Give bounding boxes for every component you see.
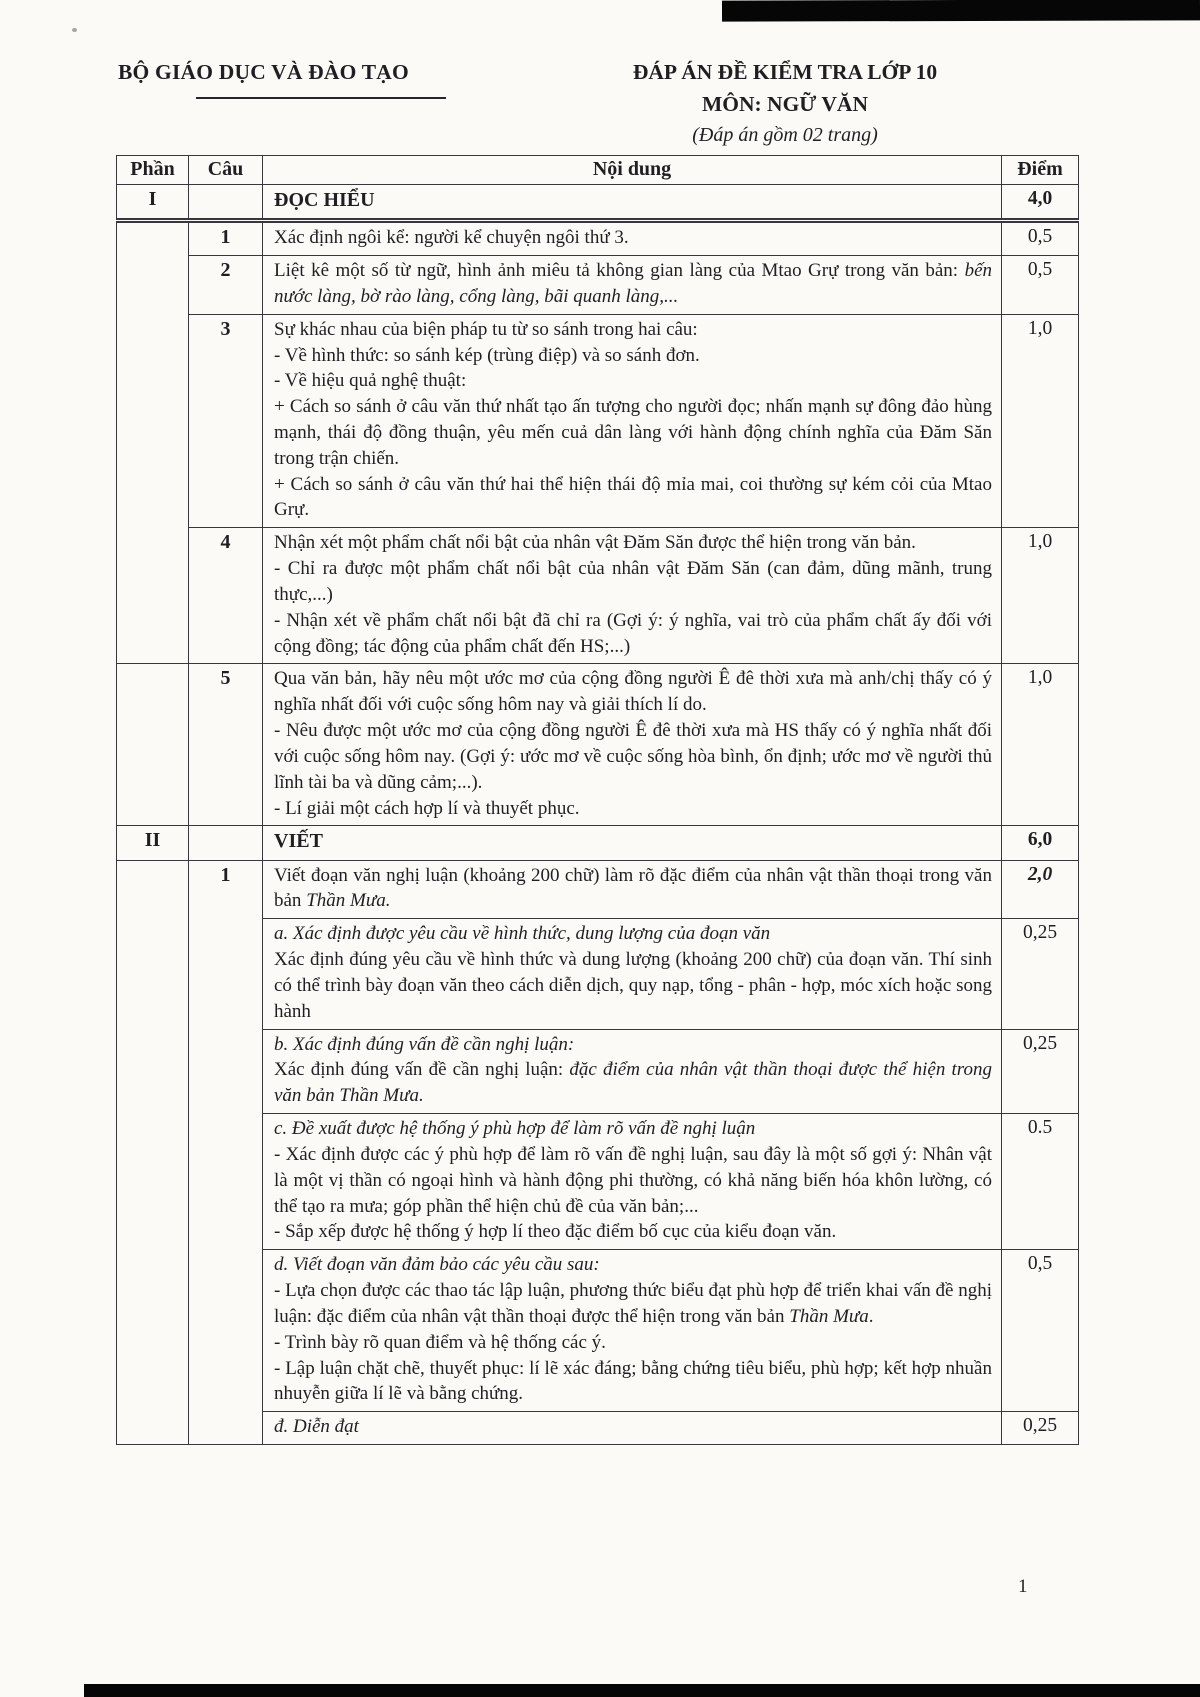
content-cell: [263, 664, 1002, 826]
cau-cell: [189, 826, 263, 860]
content-paragraph: [274, 796, 992, 822]
table-row: [117, 256, 1079, 315]
column-header-cau: Câu: [189, 156, 263, 185]
content-paragraph: [274, 1252, 992, 1278]
column-header-diem: Điểm: [1002, 156, 1079, 185]
phan-cell: II: [117, 826, 189, 860]
score-cell: 0,25: [1002, 1412, 1079, 1445]
text-segment: c. Đề xuất được hệ thống ý phù hợp để làm rõ vấn đề nghị luận: [274, 1118, 756, 1140]
score-cell: 1,0: [1002, 528, 1079, 664]
table-header-row: [117, 156, 1079, 185]
content-paragraph: [274, 1219, 992, 1245]
text-segment: Liệt kê một số từ ngữ, hình ảnh miêu tả không gian làng của Mtao Grự trong văn bản:: [274, 260, 965, 282]
text-segment: bến nước làng, bờ rào làng, cổng làng, bãi quanh làng,...: [274, 260, 992, 307]
text-segment: Xác định đúng vấn đề cần nghị luận:: [274, 1059, 570, 1081]
phan-cell: [117, 860, 189, 1444]
document-subject: MÔN: NGỮ VĂN: [701, 92, 868, 116]
text-segment: - Lập luận chặt chẽ, thuyết phục: lí lẽ xác đáng; bằng chứng tiêu biểu, phù hợp; kết hợp nhuần nhuyễn giữa lí lẽ và bằng chứng.: [274, 1357, 992, 1405]
page-number: 1: [1018, 1576, 1028, 1597]
column-header-noidung: Nội dung: [263, 156, 1002, 185]
text-segment: Thần Mưa.: [306, 890, 391, 912]
table-row: [117, 528, 1079, 664]
table-row: [117, 664, 1079, 826]
text-segment: - Về hiệu quả nghệ thuật:: [274, 370, 467, 392]
phan-cell: I: [117, 185, 189, 221]
content-paragraph: [274, 1278, 992, 1330]
content-paragraph: [274, 921, 992, 947]
text-segment: - Nhận xét về phẩm chất nổi bật đã chỉ ra (Gợi ý: ý nghĩa, vai trò của phẩm chất ấy đối với cộng đồng; tác động của phẩm chất đến HS;...): [274, 609, 992, 657]
cau-cell: 3: [189, 314, 263, 528]
scan-artifact-top-bar: [722, 0, 1200, 22]
text-segment: Xác định đúng yêu cầu về hình thức và dung lượng (khoảng 200 chữ) của đoạn văn. Thí sinh có thể trình bày đoạn văn theo cách diễn dịch, quy nạp, tổng - phân - hợp, móc xích hoặc song hành: [274, 949, 992, 1022]
score-cell: 0,5: [1002, 221, 1079, 256]
table-row: [117, 185, 1079, 221]
content-paragraph: [274, 1032, 992, 1058]
text-segment: - Xác định được các ý phù hợp để làm rõ vấn đề nghị luận, sau đây là một số gợi ý: Nhân vật là một vị thần có ngoại hình và hành động phi thường, có khả năng biến hóa khôn lường, có thể tạo ra mưa; góp phần thể hiện chủ đề của văn bản;...: [274, 1143, 992, 1217]
score-cell: 0,25: [1002, 1029, 1079, 1113]
text-segment: Xác định ngôi kể: người kể chuyện ngôi thứ 3.: [274, 227, 629, 249]
phan-cell: [117, 221, 189, 664]
content-cell: [263, 314, 1002, 528]
text-segment: - Lựa chọn được các thao tác lập luận, phương thức biểu đạt phù hợp để triển khai vấn đề nghị luận: đặc điểm của nhân vật thần thoại được thể hiện trong văn bản: [274, 1280, 992, 1327]
phan-cell: [117, 664, 189, 826]
content-paragraph: [274, 608, 992, 660]
content-paragraph: [274, 1330, 992, 1356]
text-segment: - Sắp xếp được hệ thống ý hợp lí theo đặc điểm bố cục của kiểu đoạn văn.: [274, 1221, 837, 1243]
text-segment: + Cách so sánh ở câu văn thứ hai thể hiện thái độ mỉa mai, coi thường sự kém cỏi của Mtao Grự.: [274, 473, 992, 521]
content-cell: [263, 1114, 1002, 1250]
content-cell: [263, 919, 1002, 1029]
answer-key-table-wrapper: [116, 155, 1078, 1445]
content-paragraph: [274, 258, 992, 310]
score-cell: 1,0: [1002, 664, 1079, 826]
text-segment: - Về hình thức: so sánh kép (trùng điệp) và so sánh đơn.: [274, 344, 700, 366]
text-segment: đ. Diễn đạt: [274, 1416, 359, 1438]
text-segment: b. Xác định đúng vấn đề cần nghị luận:: [274, 1033, 575, 1055]
content-paragraph: [274, 718, 992, 795]
content-paragraph: [274, 666, 992, 718]
content-paragraph: [274, 1057, 992, 1109]
content-paragraph: [274, 187, 992, 214]
text-segment: Qua văn bản, hãy nêu một ước mơ của cộng đồng người Ê đê thời xưa mà anh/chị thấy có ý nghĩa nhất đối với cuộc sống hôm nay và giải thích lí do.: [274, 668, 992, 716]
score-cell: 4,0: [1002, 185, 1079, 221]
text-segment: a. Xác định được yêu cầu về hình thức, dung lượng của đoạn văn: [274, 923, 771, 945]
score-cell: 0.5: [1002, 1114, 1079, 1250]
column-header-phan: Phần: [117, 156, 189, 185]
content-paragraph: [274, 225, 992, 251]
content-paragraph: [274, 1356, 992, 1408]
content-cell: [263, 1412, 1002, 1445]
score-cell: 0,5: [1002, 1250, 1079, 1412]
content-cell: [263, 860, 1002, 919]
content-paragraph: [274, 343, 992, 369]
text-segment: VIẾT: [274, 830, 323, 853]
document-title: ĐÁP ÁN ĐỀ KIỂM TRA LỚP 10: [632, 60, 938, 84]
text-segment: - Nêu được một ước mơ của cộng đồng người Ê đê thời xưa mà HS thấy có ý nghĩa nhất đối với cuộc sống hôm nay. (Gợi ý: ước mơ về cuộc sống hòa bình, ổn định; ước mơ về người thủ lĩnh tài ba và dũng cảm;...).: [274, 720, 992, 793]
text-segment: Viết đoạn văn nghị luận (khoảng 200 chữ) làm rõ đặc điểm của nhân vật thần thoại trong văn bản: [274, 864, 992, 912]
content-cell: [263, 221, 1002, 256]
score-cell: 0,25: [1002, 919, 1079, 1029]
cau-cell: [189, 185, 263, 221]
text-segment: d. Viết đoạn văn đảm bảo các yêu cầu sau:: [274, 1254, 600, 1276]
document-title-block: [565, 60, 1005, 147]
table-row: [117, 314, 1079, 528]
content-cell: [263, 1029, 1002, 1113]
scan-artifact-dot: [72, 28, 77, 32]
content-paragraph: [274, 530, 992, 556]
score-cell: 1,0: [1002, 314, 1079, 528]
answer-key-table: [116, 155, 1079, 1445]
text-segment: Sự khác nhau của biện pháp tu từ so sánh trong hai câu:: [274, 318, 698, 340]
scan-artifact-bottom-bar: [84, 1684, 1200, 1697]
text-segment: + Cách so sánh ở câu văn thứ nhất tạo ấn tượng cho người đọc; nhấn mạnh sự đông đảo hùng mạnh, thái độ đồng thuận, yêu mến cuả dân làng với hành động chính nghĩa của Đăm Săn trong trận chiến.: [274, 396, 992, 469]
content-paragraph: [274, 472, 992, 524]
cau-cell: 4: [189, 528, 263, 664]
content-paragraph: [274, 556, 992, 608]
content-paragraph: [274, 1414, 992, 1440]
content-paragraph: [274, 863, 992, 915]
score-cell: 6,0: [1002, 826, 1079, 860]
document-note: (Đáp án gồm 02 trang): [692, 124, 878, 146]
cau-cell: 2: [189, 256, 263, 315]
text-segment: Thần Mưa: [789, 1305, 869, 1327]
text-segment: - Chỉ ra được một phẩm chất nổi bật của nhân vật Đăm Săn (can đảm, dũng mãnh, trung thực,...): [274, 558, 992, 605]
table-row: [117, 826, 1079, 860]
table-row: [117, 860, 1079, 919]
ministry-name: BỘ GIÁO DỤC VÀ ĐÀO TẠO: [118, 60, 409, 84]
cau-cell: 1: [189, 860, 263, 1444]
content-cell: [263, 256, 1002, 315]
text-segment: đặc điểm của nhân vật thần thoại được thể hiện trong văn bản Thần Mưa.: [274, 1059, 992, 1107]
score-cell: 0,5: [1002, 256, 1079, 315]
content-cell: [263, 528, 1002, 664]
score-cell: 2,0: [1002, 860, 1079, 919]
content-paragraph: [274, 394, 992, 471]
table-row: [117, 221, 1079, 256]
content-paragraph: [274, 1142, 992, 1219]
text-segment: - Lí giải một cách hợp lí và thuyết phục.: [274, 797, 580, 819]
cau-cell: 5: [189, 664, 263, 826]
cau-cell: 1: [189, 221, 263, 256]
ministry-underline: [196, 97, 446, 99]
text-segment: Nhận xét một phẩm chất nổi bật của nhân vật Đăm Săn được thể hiện trong văn bản.: [274, 532, 916, 554]
content-paragraph: [274, 317, 992, 343]
content-paragraph: [274, 368, 992, 394]
content-cell: [263, 826, 1002, 860]
text-segment: - Trình bày rõ quan điểm và hệ thống các ý.: [274, 1331, 606, 1353]
text-segment: ĐỌC HIỂU: [274, 189, 375, 211]
content-cell: [263, 185, 1002, 221]
content-cell: [263, 1250, 1002, 1412]
content-paragraph: [274, 947, 992, 1024]
content-paragraph: [274, 828, 992, 855]
text-segment: .: [868, 1305, 874, 1327]
content-paragraph: [274, 1116, 992, 1142]
